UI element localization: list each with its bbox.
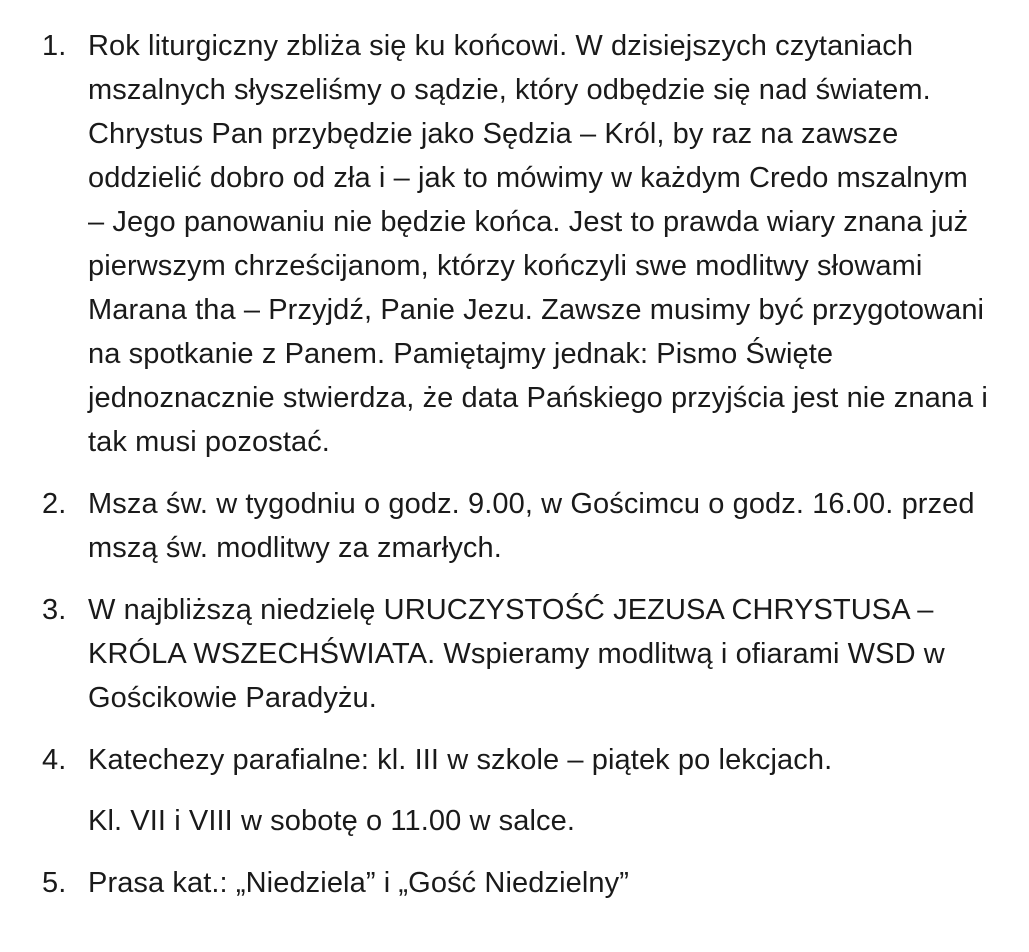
list-item-content	[88, 861, 989, 905]
list-item-content	[88, 738, 989, 843]
list-item	[42, 861, 989, 905]
list-item-number: 3.	[42, 594, 67, 626]
announcements-list	[42, 24, 989, 905]
list-item-content	[88, 588, 989, 720]
list-item	[42, 588, 989, 720]
list-item	[42, 738, 989, 843]
list-item	[42, 24, 989, 464]
list-item	[42, 482, 989, 570]
list-item-paragraph: Rok liturgiczny zbliża się ku końcowi. W dzisiejszych czytaniach mszalnych słyszeliśmy o sądzie, który odbędzie się nad światem. Chrystus Pan przybędzie jako Sędzia – Król, by raz na zawsze oddzielić dobro od zła i – jak to mówimy w każdym Credo mszalnym – Jego panowaniu nie będzie końca. Jest to prawda wiary znana już pierwszym chrześcijanom, którzy kończyli swe modlitwy słowami Marana tha – Przyjdź, Panie Jezu. Zawsze musimy być przygotowani na spotkanie z Panem. Pamiętajmy jednak: Pismo Święte jednoznacznie stwierdza, że data Pańskiego przyjścia jest nie znana i tak musi pozostać.	[88, 30, 988, 458]
list-item-number: 2.	[42, 488, 67, 520]
list-item-number: 4.	[42, 744, 67, 776]
list-item-paragraph: Kl. VII i VIII w sobotę o 11.00 w salce.	[88, 805, 576, 837]
list-item-number: 5.	[42, 867, 67, 899]
list-item-paragraph: Katechezy parafialne: kl. III w szkole – piątek po lekcjach.	[88, 744, 833, 776]
list-item-paragraph: Msza św. w tygodniu o godz. 9.00, w Gościmcu o godz. 16.00. przed mszą św. modlitwy za zmarłych.	[88, 488, 975, 564]
list-item-content	[88, 482, 989, 570]
list-item-number: 1.	[42, 30, 67, 62]
list-item-paragraph: Prasa kat.: „Niedziela” i „Gość Niedzielny”	[88, 867, 629, 899]
list-item-paragraph: W najbliższą niedzielę URUCZYSTOŚĆ JEZUSA CHRYSTUSA – KRÓLA WSZECHŚWIATA. Wspieramy modlitwą i ofiarami WSD w Gościkowie Paradyżu.	[88, 594, 945, 714]
list-item-content	[88, 24, 989, 464]
